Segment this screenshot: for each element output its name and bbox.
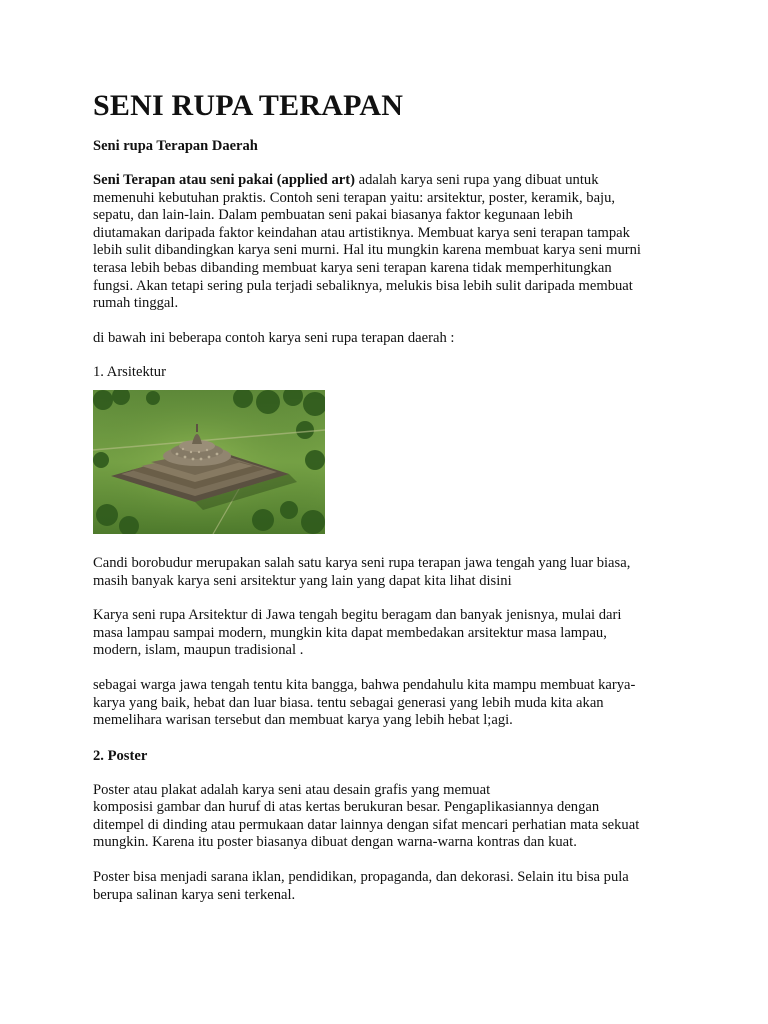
paragraph-line: Karya seni rupa Arsitektur di Jawa tengah begitu beragam dan banyak jenisnya, mulai dari xyxy=(93,607,622,624)
section-subtitle: Seni rupa Terapan Daerah xyxy=(93,138,258,154)
borobudur-temple-image xyxy=(93,390,325,534)
paragraph-line: masa lampau sampai modern, mungkin kita dapat membedakan arsitektur masa lampau, xyxy=(93,624,607,641)
intro-line: diutamakan daripada faktor keindahan atau artistiknya. Membuat karya seni terapan tampak xyxy=(93,224,630,241)
examples-intro: di bawah ini beberapa contoh karya seni rupa terapan daerah : xyxy=(93,329,455,346)
section1-paragraph-1 xyxy=(93,555,693,590)
section2-paragraph-1 xyxy=(93,782,693,852)
intro-line: fungsi. Akan tetapi sering pula terjadi sebaliknya, melukis bisa lebih sulit daripada membuat xyxy=(93,277,633,294)
paragraph-line: Poster bisa menjadi sarana iklan, pendidikan, propaganda, dan dekorasi. Selain itu bisa pula xyxy=(93,869,629,886)
section2-paragraph-2 xyxy=(93,869,693,904)
intro-bold-lead: Seni Terapan atau seni pakai (applied art) xyxy=(93,172,355,188)
paragraph-line: karya yang baik, hebat dan luar biasa. tentu sebagai generasi yang lebih muda kita akan xyxy=(93,694,604,711)
paragraph-line: memelihara warisan tersebut dan membuat karya yang lebih hebat l;agi. xyxy=(93,712,513,729)
document-content xyxy=(93,86,693,904)
page-title: SENI RUPA TERAPAN xyxy=(93,89,404,122)
paragraph-line: Candi borobudur merupakan salah satu karya seni rupa terapan jawa tengah yang luar biasa, xyxy=(93,554,631,571)
section1-heading: 1. Arsitektur xyxy=(93,364,166,381)
paragraph-line: modern, islam, maupun tradisional . xyxy=(93,642,304,659)
section2-heading: 2. Poster xyxy=(93,747,148,764)
intro-paragraph xyxy=(93,172,693,313)
paragraph-line: masih banyak karya seni arsitektur yang lain yang dapat kita lihat disini xyxy=(93,572,512,589)
paragraph-line: Poster atau plakat adalah karya seni atau desain grafis yang memuat xyxy=(93,781,491,798)
intro-line: terasa lebih bebas dibanding membuat karya seni terapan karena tidak memperhitungkan xyxy=(93,259,612,276)
paragraph-line: mungkin. Karena itu poster biasanya dibuat dengan warna-warna kontras dan kuat. xyxy=(93,834,577,851)
intro-line: rumah tinggal. xyxy=(93,295,179,312)
paragraph-line: komposisi gambar dan huruf di atas kertas berukuran besar. Pengaplikasiannya dengan xyxy=(93,799,600,816)
intro-line: lebih sulit dibandingkan karya seni murni. Hal itu mungkin karena membuat karya seni murni xyxy=(93,242,641,259)
paragraph-line: ditempel di dinding atau permukaan datar lainnya dengan sifat mencari perhatian mata sekuat xyxy=(93,816,640,833)
section1-paragraph-2 xyxy=(93,607,693,660)
intro-line: memenuhi kebutuhan praktis. Contoh seni terapan yaitu: arsitektur, poster, keramik, baju, xyxy=(93,189,616,206)
intro-line: adalah karya seni rupa yang dibuat untuk xyxy=(354,172,599,188)
paragraph-line: sebagai warga jawa tengah tentu kita bangga, bahwa pendahulu kita mampu membuat karya- xyxy=(93,676,636,693)
intro-line: sepatu, dan lain-lain. Dalam pembuatan seni pakai biasanya faktor kegunaan lebih xyxy=(93,207,573,224)
section1-paragraph-3 xyxy=(93,677,693,730)
paragraph-line: berupa salinan karya seni terkenal. xyxy=(93,886,296,903)
